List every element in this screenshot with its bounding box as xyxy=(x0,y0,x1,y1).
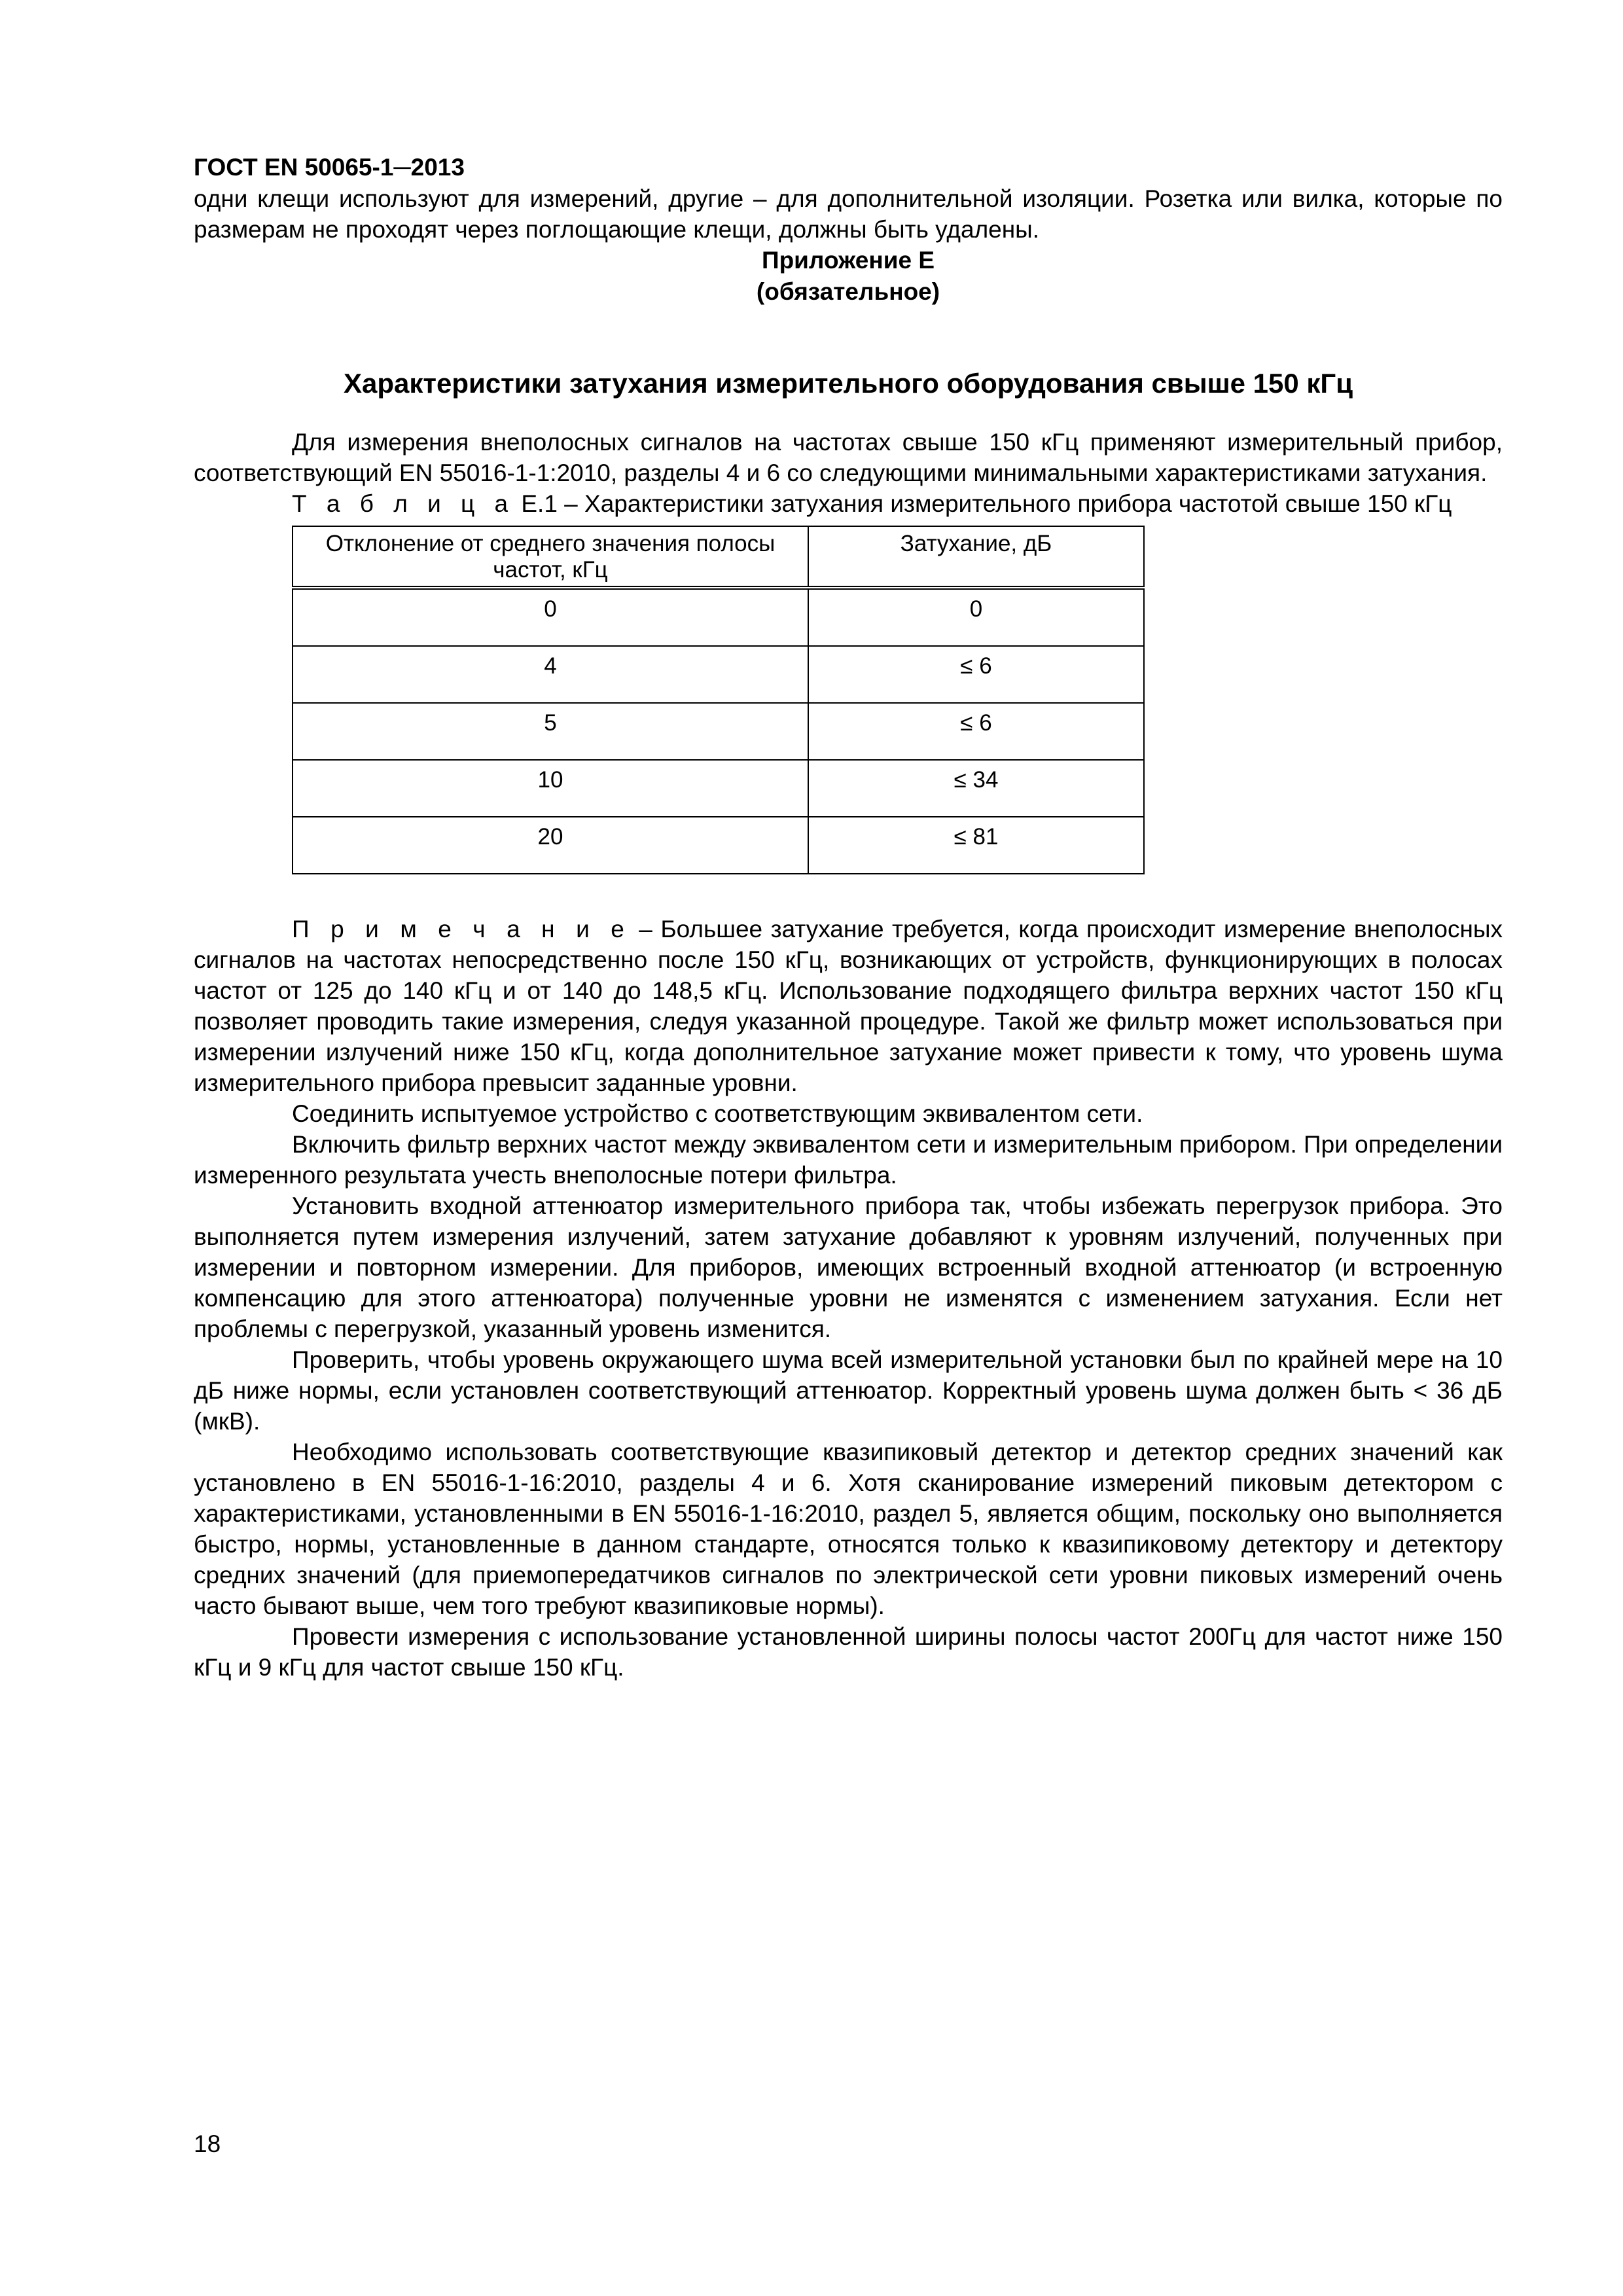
note-label: П р и м е ч а н и е xyxy=(292,916,631,942)
document-page xyxy=(194,152,1503,1683)
appendix-status: (обязательное) xyxy=(756,278,940,305)
intro-paragraph: одни клещи используют для измерений, другие – для дополнительной изоляции. Розетка или вилка, которые по размерам не проходят через поглощающие клещи, должны быть удалены. xyxy=(194,185,1503,243)
page-number: 18 xyxy=(194,2130,221,2157)
procedure-step-5: Необходимо использовать соответствующие квазипиковый детектор и детектор средних значений как установлено в EN 55016-1-16:2010, разделы 4 и 6. Хотя сканирование измерений пиковым детектором с характеристиками, установленными в EN 55016-1-16:2010, раздел 5, является общим, поскольку оно выполняется быстро, нормы, установленные в данном стандарте, относятся только к квазипиковому детектору и детектору средних значений (для приемопередатчиков сигналов по электрической сети уровни пиковых измерений очень часто бывают выше, чем того требуют квазипиковые нормы). xyxy=(194,1439,1503,1619)
header-attenuation: Затухание, дБ xyxy=(808,526,1144,588)
cell-deviation: 5 xyxy=(293,703,808,760)
note-text: – Большее затухание требуется, когда происходит измерение внеполосных сигналов на частотах непосредственно после 150 кГц, возникающих от устройств, функционирующих в полосах частот от 125 до 140 кГц и от 140 до 148,5 кГц. Использование подходящего фильтра верхних частот 150 кГц позволяет проводить такие измерения, следуя указанной процедуре. Такой же фильтр может использоваться при измерении излучений ниже 150 кГц, когда дополнительное затухание может привести к тому, что уровень шума измерительного прибора превысит заданные уровни. xyxy=(194,916,1503,1096)
table-row xyxy=(293,588,1144,646)
note-paragraph xyxy=(194,914,1503,1098)
header-deviation: Отклонение от среднего значения полосы частот, кГц xyxy=(293,526,808,588)
appendix-heading: Характеристики затухания измерительного оборудования свыше 150 кГц xyxy=(343,368,1353,399)
procedure-step-3: Установить входной аттенюатор измерительного прибора так, чтобы избежать перегрузок прибора. Это выполняется путем измерения излучений, затем затухание добавляют к уровням излучений, полученных при измерении и повторном измерении. Для приборов, имеющих встроенный входной аттенюатор (и встроенную компенсацию для этого аттенюатора) полученные уровни не изменятся с изменением затухания. Если нет проблемы с перегрузкой, указанный уровень изменится. xyxy=(194,1193,1503,1342)
document-code: ГОСТ EN 50065-1─2013 xyxy=(194,154,465,181)
cell-deviation: 4 xyxy=(293,646,808,703)
cell-attenuation: ≤ 6 xyxy=(808,646,1144,703)
table-row xyxy=(293,646,1144,703)
appendix-title: Приложение E xyxy=(761,247,935,274)
body-paragraph: Для измерения внеполосных сигналов на частотах свыше 150 кГц применяют измерительный прибор, соответствующий EN 55016-1-1:2010, разделы 4 и 6 со следующими минимальными характеристиками затухания. xyxy=(194,429,1503,486)
table-row xyxy=(293,817,1144,874)
procedure-step-4: Проверить, чтобы уровень окружающего шума всей измерительной установки был по крайней мере на 10 дБ ниже нормы, если установлен соответствующий аттенюатор. Корректный уровень шума должен быть < 36 дБ (мкВ). xyxy=(194,1346,1503,1435)
cell-attenuation: ≤ 34 xyxy=(808,760,1144,817)
cell-attenuation: 0 xyxy=(808,588,1144,646)
table-label: Т а б л и ц а xyxy=(292,490,515,517)
cell-attenuation: ≤ 6 xyxy=(808,703,1144,760)
table-row xyxy=(293,703,1144,760)
table-caption-text: Е.1 – Характеристики затухания измерительного прибора частотой свыше 150 кГц xyxy=(514,490,1452,517)
table-header-row xyxy=(293,526,1144,588)
procedure-step-6: Провести измерения с использование установленной ширины полосы частот 200Гц для частот ниже 150 кГц и 9 кГц для частот свыше 150 кГц. xyxy=(194,1623,1503,1681)
cell-deviation: 0 xyxy=(293,588,808,646)
table-caption xyxy=(194,488,1503,519)
attenuation-table xyxy=(292,526,1145,874)
procedure-step-1: Соединить испытуемое устройство с соответствующим эквивалентом сети. xyxy=(292,1100,1143,1127)
procedure-step-2: Включить фильтр верхних частот между эквивалентом сети и измерительным прибором. При определении измеренного результата учесть внеполосные потери фильтра. xyxy=(194,1131,1503,1189)
cell-attenuation: ≤ 81 xyxy=(808,817,1144,874)
attenuation-table-wrap xyxy=(292,526,1503,874)
cell-deviation: 20 xyxy=(293,817,808,874)
table-row xyxy=(293,760,1144,817)
cell-deviation: 10 xyxy=(293,760,808,817)
